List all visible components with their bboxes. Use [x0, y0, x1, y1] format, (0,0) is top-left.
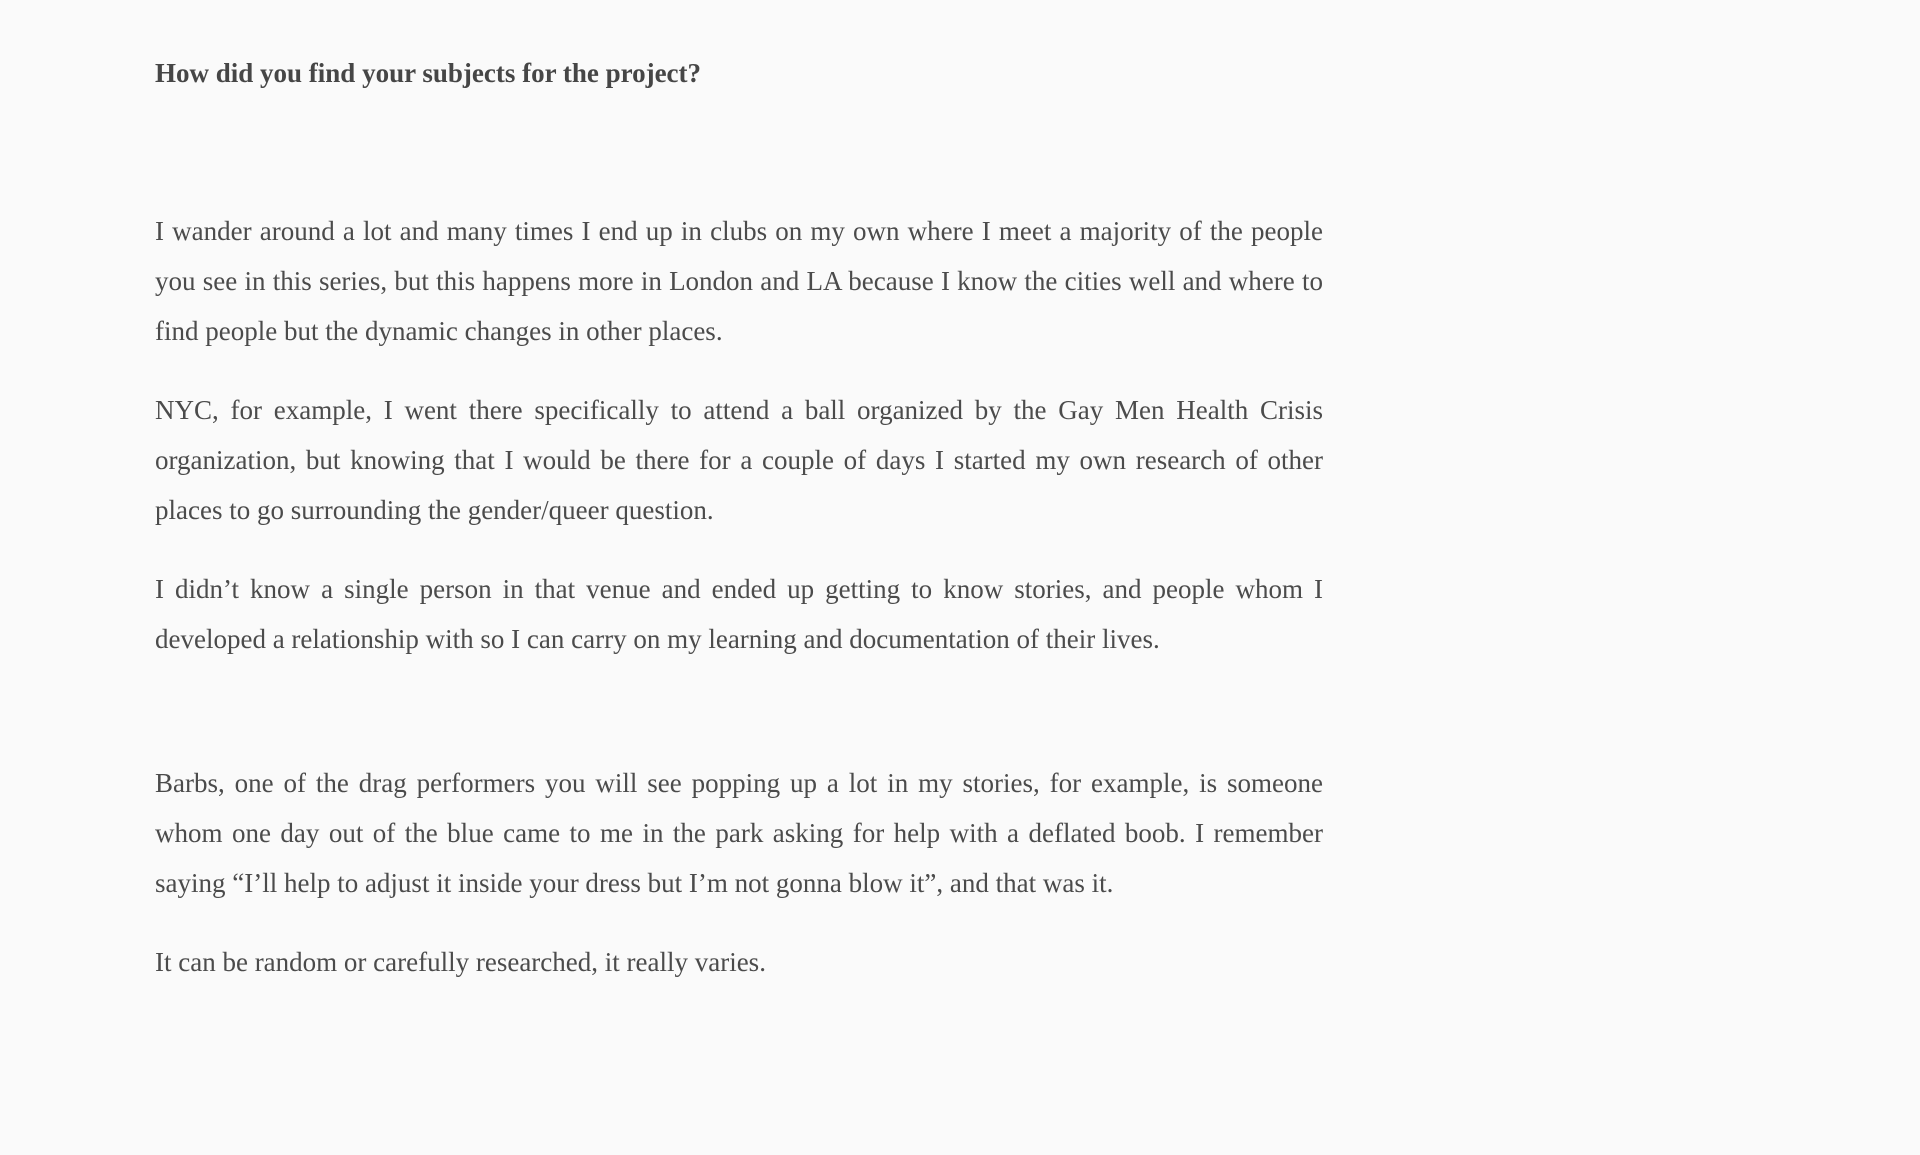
answer-paragraph-2: NYC, for example, I went there specifically to attend a ball organized by the Gay Men Health Crisis organization, but knowing that I would be there for a couple of days I started my own research of other places to go surrounding the gender/queer question. — [155, 395, 1323, 525]
answer-paragraph-5: It can be random or carefully researched, it really varies. — [155, 947, 766, 977]
question-heading: How did you find your subjects for the project? — [155, 58, 702, 88]
answer-paragraph-4: Barbs, one of the drag performers you will see popping up a lot in my stories, for example, is someone whom one day out of the blue came to me in the park asking for help with a deflated boob. I remember saying “I’ll help to adjust it inside your dress but I’m not gonna blow it”, and that was it. — [155, 768, 1323, 898]
answer-paragraph-1: I wander around a lot and many times I end up in clubs on my own where I meet a majority of the people you see in this series, but this happens more in London and LA because I know the cities well and where to find people but the dynamic changes in other places. — [155, 216, 1323, 346]
section-spacer — [155, 693, 1323, 758]
article-body — [155, 50, 1323, 1016]
answer-paragraph-3: I didn’t know a single person in that venue and ended up getting to know stories, and people whom I developed a relationship with so I can carry on my learning and documentation of their lives. — [155, 574, 1323, 654]
